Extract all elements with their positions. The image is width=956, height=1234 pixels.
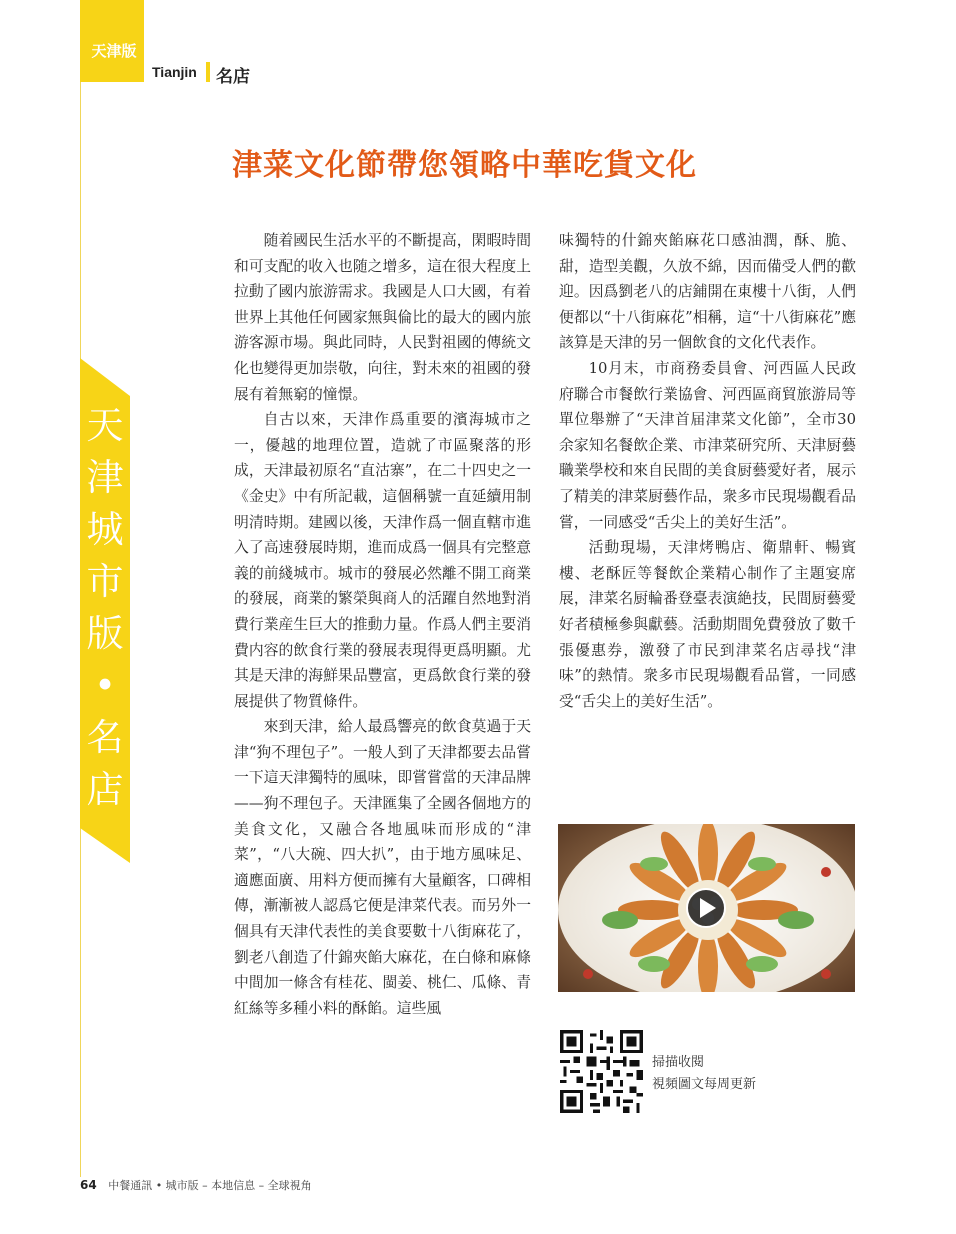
- qr-caption: [652, 1052, 756, 1096]
- ribbon-char: 天: [86, 404, 124, 447]
- edition-tab-label: 天津版: [91, 42, 137, 60]
- section-label-en: Tianjin: [152, 64, 197, 80]
- section-label-cn: 名店: [216, 67, 250, 87]
- qr-code[interactable]: [560, 1030, 643, 1113]
- ribbon-char: 市: [86, 560, 124, 603]
- article-paragraph: 自古以來，天津作爲重要的濱海城市之一，優越的地理位置，造就了市區聚落的形成，天津最初原名“直沽寨”，在二十四史之一《金史》中有所記載，這個稱號一直延續用制明清時期。建國以後，天津作爲一個直轄市進入了高速發展時期，進而成爲一個具有完整意義的前綫城市。城市的發展必然離不開工商業的發展，商業的繁榮與商人的活躍自然地對消費行業産生巨大的推動力量。作爲人們主要消費内容的飲食行業的發展表現得更爲明顯。尤其是天津的海鮮果品豐富，更爲飲食行業的發展提供了物質條件。: [234, 411, 531, 710]
- article-paragraph-continued: 味獨特的什錦夾餡麻花口感油潤，酥、脆、甜，造型美觀，久放不綿，因而備受人們的歡迎。因爲劉老八的店鋪開在東樓十八街，人們便都以“十八街麻花”相稱，這“十八街麻花”應該算是天津的另一個飲食的文化代表作。: [559, 232, 856, 352]
- ribbon-char: 津: [86, 456, 124, 499]
- page-footer: [80, 1177, 312, 1193]
- footer-tagline: 中餐通訊 • 城市版 – 本地信息 – 全球視角: [108, 1179, 312, 1192]
- article-paragraph: 10月末，市商務委員會、河西區人民政府聯合市餐飲行業協會、河西區商貿旅游局等單位舉辦了“天津首届津菜文化節”，全市30余家知名餐飲企業、市津菜研究所、天津厨藝職業學校和來自民間的美食厨藝愛好者，展示了精美的津菜厨藝作品，衆多市民現場觀看品嘗，一同感受“舌尖上的美好生活”。: [559, 359, 856, 531]
- ribbon-char: 名: [86, 716, 124, 759]
- page-number: 64: [80, 1178, 97, 1192]
- ribbon-char: 城: [86, 508, 124, 551]
- article-column-right: [559, 228, 856, 714]
- ribbon-char: •: [94, 664, 116, 707]
- play-icon[interactable]: [687, 889, 725, 927]
- section-divider: [206, 62, 210, 82]
- qr-caption-line: 掃描收閱: [652, 1055, 705, 1070]
- ribbon-char: 店: [86, 768, 124, 811]
- article-column-left: [234, 228, 531, 1021]
- side-ribbon-text: [80, 400, 130, 816]
- qr-caption-line: 視頻圖文每周更新: [652, 1077, 757, 1092]
- article-paragraph: 随着國民生活水平的不斷提高，閑暇時間和可支配的收入也随之增多，這在很大程度上拉動了國内旅游需求。我國是人口大國，有着世界上其他任何國家無與倫比的最大的國内旅游客源市場。與此同時，人民對祖國的傳統文化也變得更加崇敬，向往，對未來的祖國的發展有着無窮的憧憬。: [234, 232, 531, 403]
- ribbon-char: 版: [86, 612, 124, 655]
- article-paragraph: 來到天津，給人最爲響亮的飲食莫過于天津“狗不理包子”。一般人到了天津都要去品嘗一下這天津獨特的風味，即嘗嘗當的天津品牌——狗不理包子。天津匯集了全國各個地方的美食文化，又融合各地風味而形成的“津菜”，“八大碗、四大扒”，由于地方風味足、適應面廣、用料方便而擁有大量顧客，口碑相傳，漸漸被人認爲它便是津菜代表。而另外一個具有天津代表性的美食要數十八街麻花了，劉老八創造了什錦夾餡大麻花，在白條和麻條中間加一條含有桂花、閩姜、桃仁、瓜條、青紅絲等多種小料的酥餡。這些風: [234, 718, 531, 1017]
- food-video-thumbnail[interactable]: [558, 824, 855, 992]
- article-title: 津菜文化節帶您領略中華吃貨文化: [232, 148, 697, 183]
- article-paragraph: 活動現場，天津烤鴨店、衛鼎軒、暢賓樓、老酥匠等餐飲企業精心制作了主題宴席展，津菜名厨輪番登臺表演絶技，民間厨藝愛好者積極參與獻藝。活動期間免費發放了數千張優惠券，激發了市民到津菜名店尋找“津味”的熱情。衆多市民現場觀看品嘗，一同感受“舌尖上的美好生活”。: [559, 539, 856, 710]
